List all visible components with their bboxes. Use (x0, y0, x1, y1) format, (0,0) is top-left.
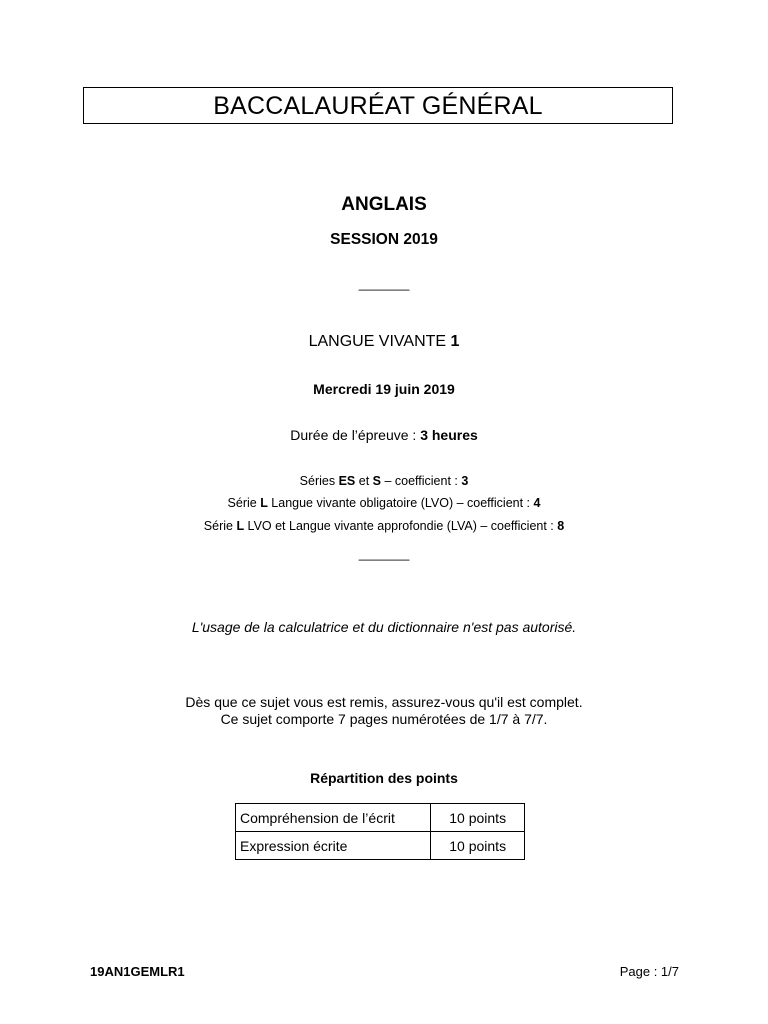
series-name: L (236, 519, 245, 533)
table-cell-points: 10 points (431, 832, 525, 860)
series-text: Langue vivante obligatoire (LVO) – coefficient : (267, 496, 534, 510)
coefficient-value: 8 (557, 519, 565, 533)
duree-value: 3 heures (420, 427, 478, 443)
series-line (0, 474, 768, 488)
usage-notice: L'usage de la calculatrice et du dictionnaire n'est pas autorisé. (191, 619, 577, 635)
langue-vivante-line (0, 333, 768, 351)
series-line (0, 519, 768, 533)
table-cell-label: Expression écrite (236, 832, 431, 860)
duree-line (0, 427, 768, 443)
duree-label: Durée de l’épreuve : (290, 427, 421, 443)
document-title: BACCALAURÉAT GÉNÉRAL (213, 92, 543, 120)
separator-line: _______ (358, 546, 410, 561)
series-name: L (260, 496, 268, 510)
series-name: S (372, 474, 381, 488)
series-text: Série (203, 519, 237, 533)
coefficient-value: 4 (533, 496, 541, 510)
series-name: ES (338, 474, 356, 488)
exam-date: Mercredi 19 juin 2019 (313, 381, 455, 397)
instruction-line: Ce sujet comporte 7 pages numérotées de 1/7 à 7/7. (220, 711, 548, 727)
separator-line: _______ (358, 276, 410, 291)
langue-number: 1 (450, 333, 460, 350)
document-code: 19AN1GEMLR1 (90, 964, 185, 979)
table-cell-points: 10 points (431, 804, 525, 832)
page-number: Page : 1/7 (619, 964, 679, 979)
series-line (0, 496, 768, 510)
title-box (83, 87, 673, 124)
subject-title: ANGLAIS (341, 194, 427, 215)
series-text: – coefficient : (380, 474, 462, 488)
table-cell-label: Compréhension de l’écrit (236, 804, 431, 832)
instructions (0, 694, 768, 728)
langue-label: LANGUE VIVANTE (308, 333, 451, 350)
points-table (235, 803, 525, 860)
table-row (236, 832, 525, 860)
table-row (236, 804, 525, 832)
repartition-title: Répartition des points (310, 770, 458, 786)
series-text: Série (227, 496, 261, 510)
instruction-line: Dès que ce sujet vous est remis, assurez-vous qu'il est complet. (185, 694, 583, 710)
series-text: Séries (299, 474, 339, 488)
series-text: et (355, 474, 373, 488)
session-year: SESSION 2019 (330, 231, 438, 248)
coefficient-value: 3 (461, 474, 469, 488)
series-text: LVO et Langue vivante approfondie (LVA) – coefficient : (244, 519, 558, 533)
